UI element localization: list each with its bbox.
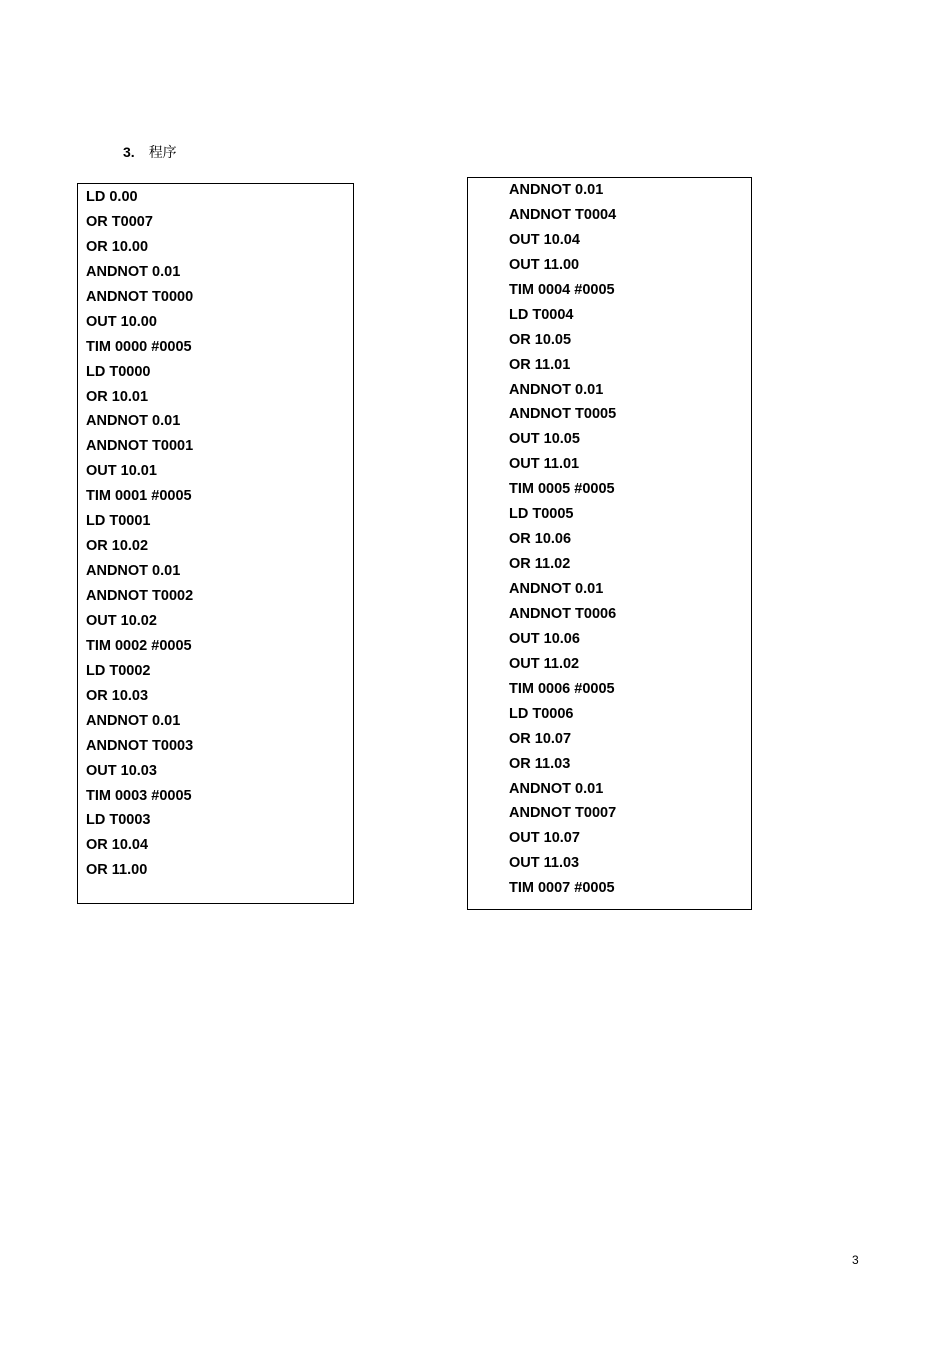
instruction-line: OUT 10.05 (509, 431, 580, 448)
instruction-line: LD T0004 (509, 306, 574, 323)
section-number: 3. (123, 144, 135, 160)
instruction-line: OR 10.05 (509, 331, 572, 348)
instruction-line: OR 10.04 (86, 837, 149, 854)
instruction-line: ANDNOT T0003 (86, 737, 194, 754)
instruction-line: OR T0007 (86, 213, 153, 230)
instruction-line: ANDNOT 0.01 (86, 263, 181, 280)
instruction-line: OR 10.00 (86, 238, 149, 255)
instruction-line: TIM 0001 #0005 (86, 488, 192, 505)
instruction-line: OUT 11.02 (509, 655, 580, 672)
instruction-line: LD T0005 (509, 506, 574, 523)
instruction-line: ANDNOT T0004 (509, 206, 617, 223)
instruction-line: OUT 10.04 (509, 231, 580, 248)
instruction-line: ANDNOT 0.01 (509, 182, 604, 198)
instruction-line: OR 11.02 (509, 556, 571, 573)
instruction-line: ANDNOT 0.01 (509, 581, 604, 597)
instruction-line: OR 10.02 (86, 538, 149, 555)
instruction-line: OUT 11.01 (509, 456, 580, 473)
instruction-line: OUT 11.00 (509, 256, 580, 273)
instruction-line: ANDNOT T0000 (86, 288, 194, 305)
instruction-line: OUT 10.06 (509, 630, 580, 647)
instruction-line: ANDNOT 0.01 (86, 712, 181, 729)
instruction-line: ANDNOT 0.01 (86, 413, 181, 430)
instruction-line: ANDNOT T0002 (86, 588, 194, 604)
instruction-line: OR 10.07 (509, 730, 572, 747)
instruction-line: ANDNOT 0.01 (86, 563, 181, 580)
instruction-line: OUT 10.00 (86, 313, 157, 330)
instruction-line: TIM 0000 #0005 (86, 338, 192, 355)
instruction-line: LD T0001 (86, 513, 151, 530)
instruction-line: OR 10.06 (509, 531, 572, 548)
instruction-line: LD T0003 (86, 812, 151, 829)
section-heading (123, 143, 177, 162)
instruction-line: ANDNOT 0.01 (509, 780, 604, 797)
instruction-line: LD T0000 (86, 363, 151, 380)
instruction-line: ANDNOT T0006 (509, 605, 617, 622)
instruction-line: TIM 0004 #0005 (509, 281, 615, 298)
instruction-line: TIM 0007 #0005 (509, 880, 615, 897)
instruction-line: ANDNOT T0001 (86, 438, 194, 455)
instruction-line: LD T0002 (86, 662, 151, 679)
instruction-line: OR 10.01 (86, 388, 149, 405)
instruction-line: OUT 10.02 (86, 612, 157, 629)
instruction-line: OUT 10.01 (86, 463, 157, 480)
instruction-line: LD T0006 (509, 705, 574, 722)
instruction-line: OR 10.03 (86, 687, 149, 704)
instruction-line: TIM 0003 #0005 (86, 787, 192, 804)
instruction-line: ANDNOT 0.01 (509, 381, 604, 398)
section-title: 程序 (148, 145, 177, 161)
page-number: 3 (852, 1253, 859, 1267)
instruction-line: OR 11.03 (509, 755, 571, 772)
instruction-line: OUT 10.03 (86, 762, 157, 779)
instruction-line: TIM 0006 #0005 (509, 680, 615, 697)
instruction-line: OUT 10.07 (509, 830, 580, 847)
program-listing-left (77, 183, 354, 904)
instruction-line: TIM 0005 #0005 (509, 481, 615, 498)
instruction-line: LD 0.00 (86, 189, 138, 205)
instruction-line: ANDNOT T0007 (509, 805, 617, 822)
instruction-line: OR 11.01 (509, 356, 571, 373)
instruction-line: OUT 11.03 (509, 855, 580, 872)
program-listing-right (467, 177, 752, 910)
instruction-line: TIM 0002 #0005 (86, 637, 192, 654)
instruction-line: OR 11.00 (86, 862, 148, 879)
instruction-line: ANDNOT T0005 (509, 406, 617, 423)
